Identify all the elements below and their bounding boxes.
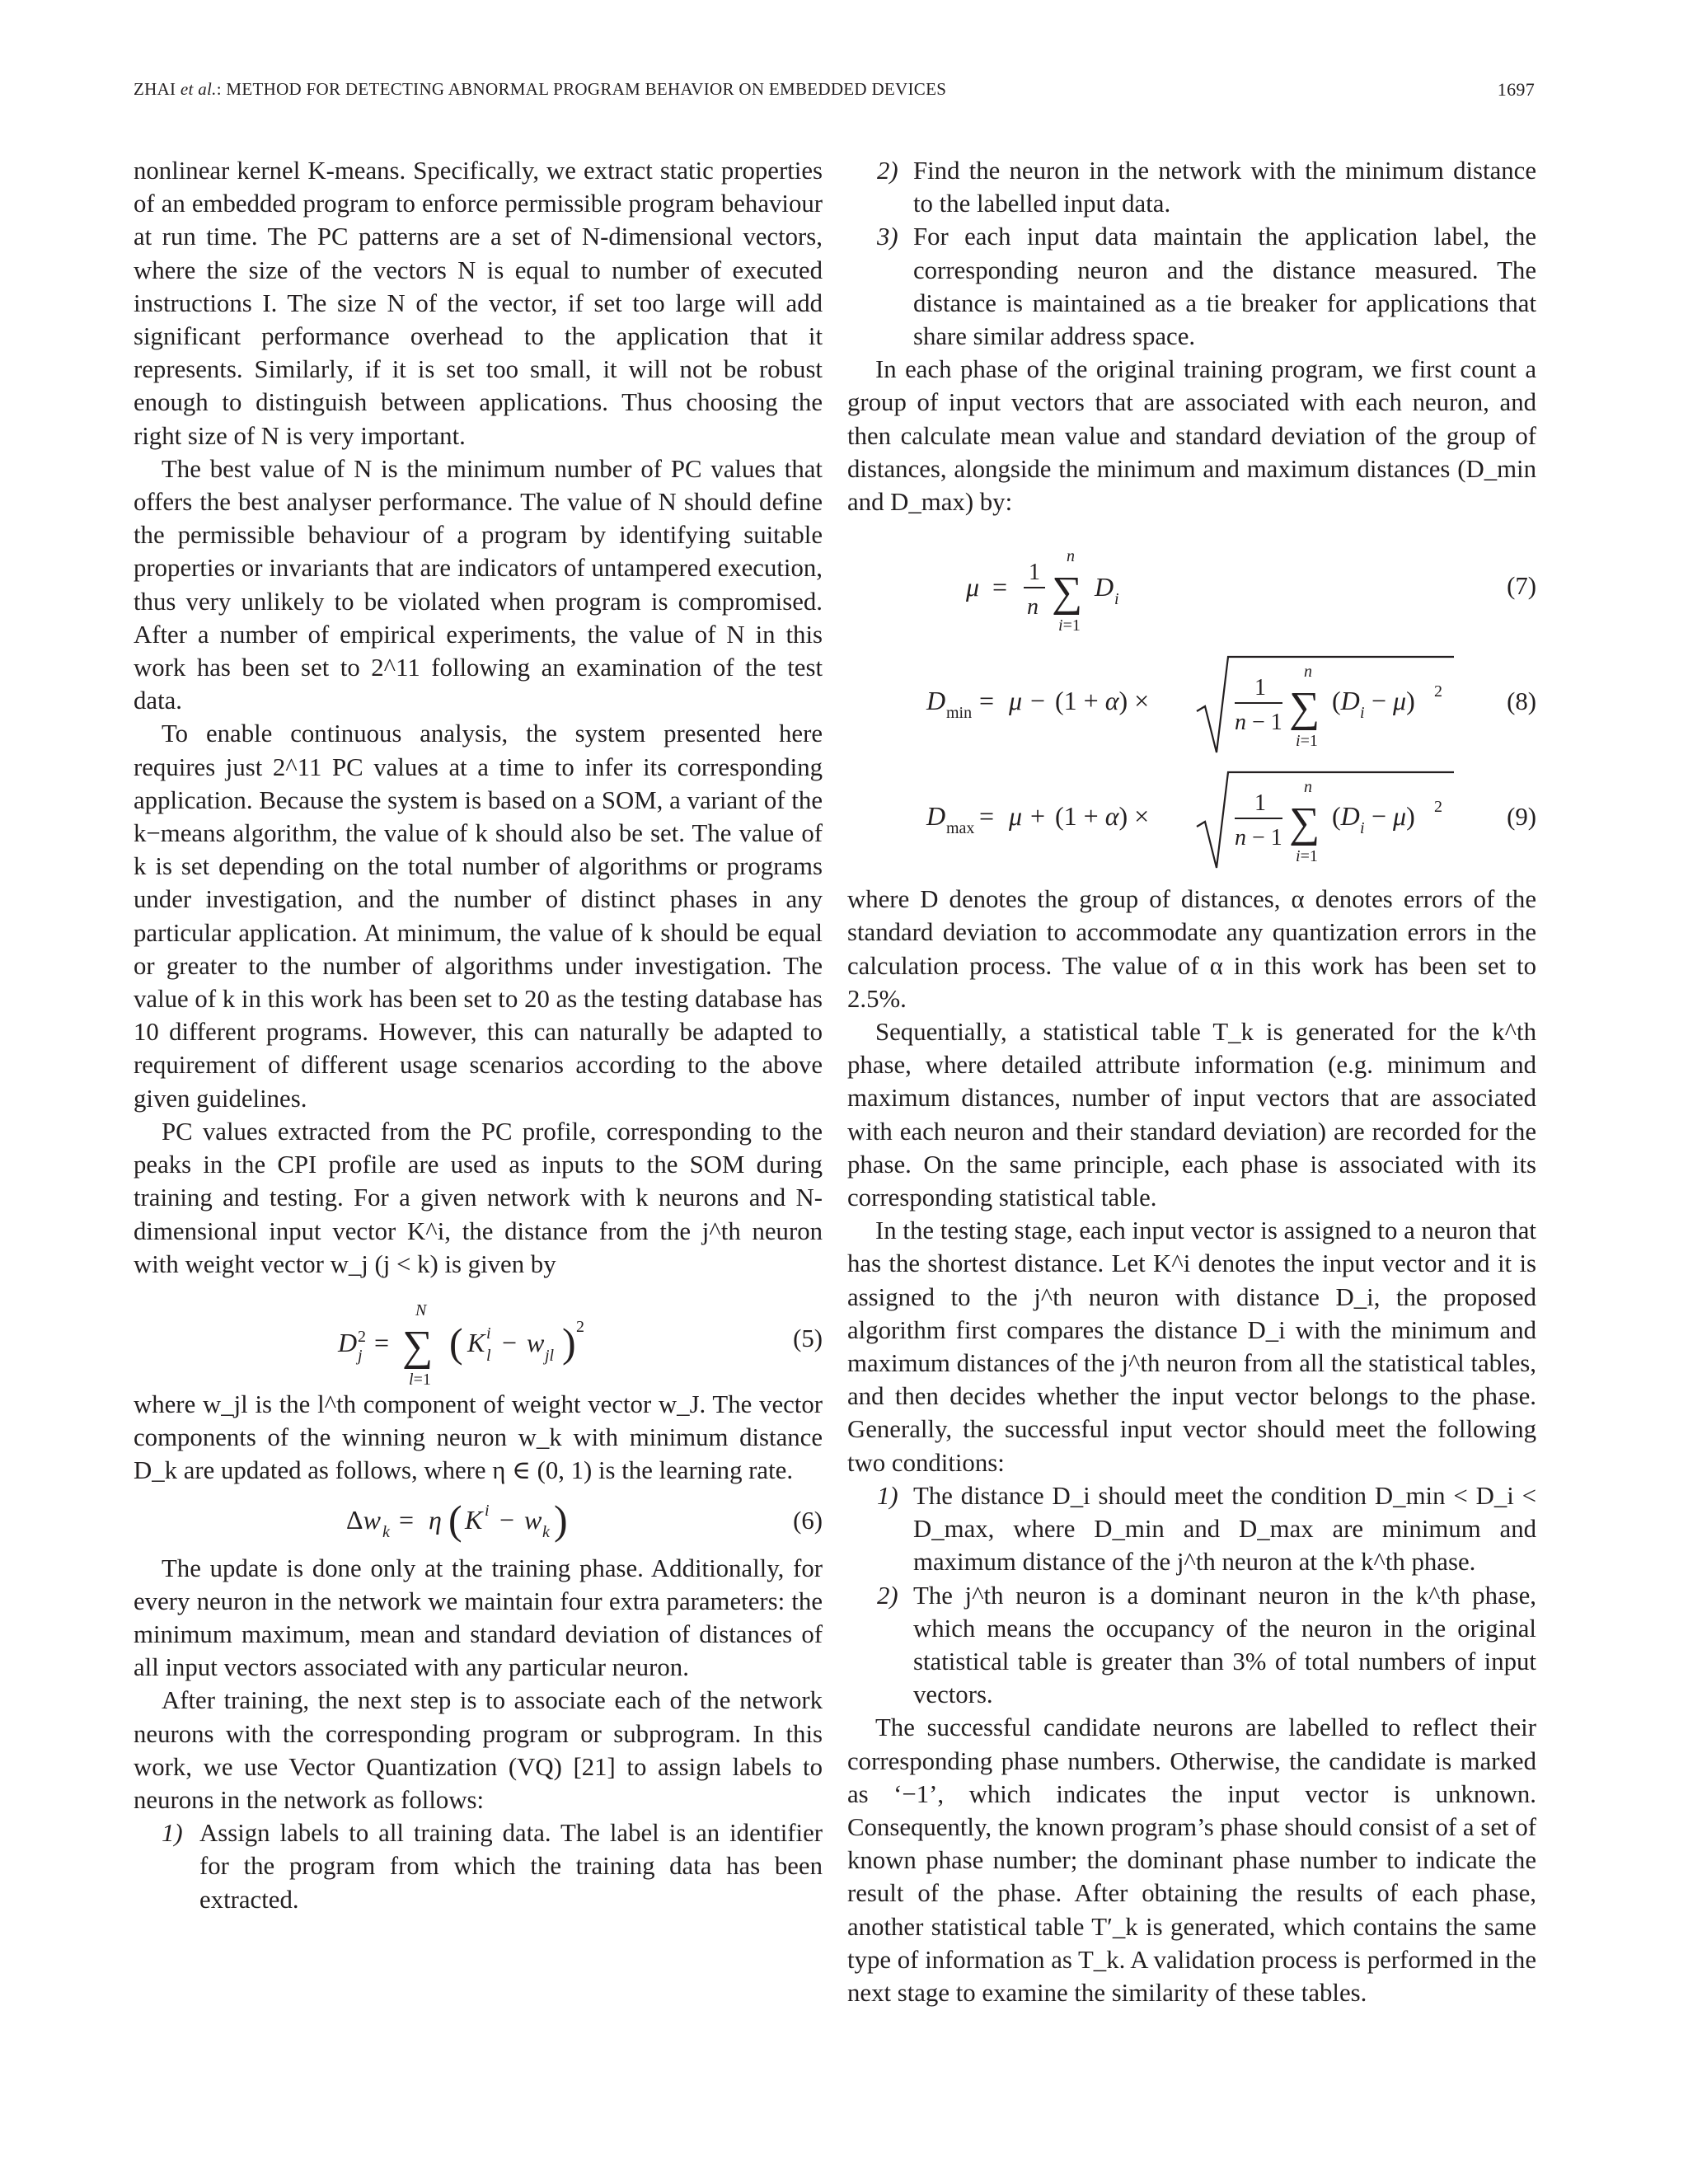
svg-text:w: w xyxy=(524,1504,542,1535)
svg-text:K: K xyxy=(467,1327,485,1357)
svg-text:μ: μ xyxy=(1009,801,1023,832)
svg-text:D: D xyxy=(338,1327,358,1357)
list-item: 3) For each input data maintain the application label, the corresponding neuron and the distance measured. The distance is maintained as a tie breaker for applications that share similar address space. xyxy=(877,223,1536,351)
equation-9-graphic xyxy=(847,764,1536,873)
equation-6-graphic xyxy=(134,1488,710,1552)
svg-text:∑: ∑ xyxy=(402,1322,434,1370)
page-number: 1697 xyxy=(1497,79,1535,100)
svg-text:(D: (D xyxy=(1332,801,1360,832)
svg-text:2: 2 xyxy=(1434,682,1442,701)
svg-text:n: n xyxy=(1027,594,1039,621)
equation-5-number: (5) xyxy=(793,1324,823,1352)
svg-text:(D: (D xyxy=(1332,686,1360,716)
svg-text:max: max xyxy=(946,819,975,838)
equation-6-number: (6) xyxy=(793,1506,823,1535)
svg-text:1: 1 xyxy=(1254,675,1266,701)
paragraph: After training, the next step is to associate each of the network neurons with the corresponding program or subprogram. In this work, we use Vector Quantization (VQ) [21] to assign labels to neurons in the network as follows: xyxy=(134,1686,823,1814)
label-steps-list xyxy=(134,1816,823,1916)
paragraph: where w_jl is the l^th component of weight vector w_J. The vector components of the winning neuron w_k with minimum distance D_k are updated as follows, where η ∈ (0, 1) is the learning rate. xyxy=(134,1390,823,1485)
svg-text:i=1: i=1 xyxy=(1296,732,1318,751)
svg-text:(1 + α) ×: (1 + α) × xyxy=(1055,801,1150,832)
equation-7-graphic xyxy=(847,533,1536,640)
svg-text:l: l xyxy=(486,1346,491,1365)
equation-5-graphic xyxy=(134,1281,710,1388)
svg-text:n − 1: n − 1 xyxy=(1235,710,1282,736)
equation-8-number: (8) xyxy=(1507,687,1536,716)
svg-text:D: D xyxy=(1095,572,1114,602)
svg-text:jl: jl xyxy=(545,1346,555,1365)
svg-text:=: = xyxy=(979,801,995,832)
svg-text:+: + xyxy=(1030,801,1046,832)
svg-text:(: ( xyxy=(449,1319,463,1366)
svg-text:(: ( xyxy=(448,1496,462,1543)
equation-8-graphic xyxy=(847,649,1536,757)
paragraph: The best value of N is the minimum number of PC values that offers the best analyser performance. The value of N should define the permissible behaviour of a program by identifying suitable properties or invariants that are indicators of untampered execution, thus very unlikely to be violated when program is compromised. After a number of empirical experiments, the value of N in this work has been set to 2^11 following an examination of the test data. xyxy=(134,454,823,715)
svg-text:n: n xyxy=(1304,663,1312,682)
svg-text:i: i xyxy=(486,1324,491,1343)
conditions-list xyxy=(847,1479,1536,1711)
list-item: 1) Assign labels to all training data. The label is an identifier for the program from which the training data has been extracted. xyxy=(162,1819,823,1914)
svg-text:η: η xyxy=(429,1504,442,1535)
svg-text:i: i xyxy=(1360,704,1365,723)
left-column xyxy=(134,154,823,1916)
equation-9 xyxy=(847,764,1536,873)
equation-7 xyxy=(847,533,1536,640)
equation-7-number: (7) xyxy=(1507,572,1536,601)
svg-text:μ: μ xyxy=(1009,686,1023,716)
svg-text:D: D xyxy=(926,801,946,832)
svg-text:Δw: Δw xyxy=(346,1504,381,1535)
svg-text:1: 1 xyxy=(1254,790,1266,817)
svg-text:k: k xyxy=(382,1522,390,1541)
svg-text:w: w xyxy=(527,1327,545,1357)
paragraph: The successful candidate neurons are labelled to reflect their corresponding phase numbers. Otherwise, the candidate is marked as ‘−1’, which indicates the input vector is unknown. Consequently, the known program’s phase should consist of a set of known phase number; the dominant phase number to indicate the result of the phase. After obtaining the results of each phase, another statistical table T′_k is generated, which contains the same type of information as T_k. A validation process is performed in the next stage to examine the similarity of these tables. xyxy=(847,1713,1536,2007)
svg-text:∑: ∑ xyxy=(1289,684,1320,732)
svg-text:=: = xyxy=(979,686,995,716)
equation-6 xyxy=(134,1488,823,1552)
svg-text:2: 2 xyxy=(576,1317,584,1336)
svg-text:μ: μ xyxy=(966,572,980,602)
running-header xyxy=(134,79,1535,112)
svg-text:i: i xyxy=(485,1501,490,1520)
svg-text:i: i xyxy=(1114,590,1119,609)
svg-text:=: = xyxy=(399,1504,415,1535)
svg-text:−: − xyxy=(1030,686,1046,716)
equation-5 xyxy=(134,1281,823,1388)
paragraph: In the testing stage, each input vector is assigned to a neuron that has the shortest distance. Let K^i denotes the input vector and it is assigned to the j^th neuron with distance D_i, the proposed algorithm first compares the distance D_i with the minimum and maximum distances of the j^th neuron from all the statistical tables, and then decides whether the input vector belongs to the phase. Generally, the successful input vector should meet the following two conditions: xyxy=(847,1216,1536,1477)
list-item: 2) The j^th neuron is a dominant neuron in the k^th phase, which means the occupancy of the neuron in the original statistical table is greater than 3% of total numbers of input vectors. xyxy=(877,1581,1536,1709)
svg-text:− μ): − μ) xyxy=(1372,686,1415,716)
svg-text:2: 2 xyxy=(358,1327,366,1346)
svg-text:(1 + α) ×: (1 + α) × xyxy=(1055,686,1150,716)
svg-text:k: k xyxy=(542,1522,550,1541)
svg-text:N: N xyxy=(415,1301,427,1319)
svg-text:l=1: l=1 xyxy=(409,1370,431,1389)
svg-text:i=1: i=1 xyxy=(1058,616,1081,635)
svg-text:): ) xyxy=(554,1496,568,1543)
svg-text:K: K xyxy=(465,1504,483,1535)
label-steps-list-continued xyxy=(847,154,1536,353)
equation-9-number: (9) xyxy=(1507,803,1536,832)
svg-text:2: 2 xyxy=(1434,798,1442,817)
svg-text:i=1: i=1 xyxy=(1296,847,1318,866)
svg-text:i: i xyxy=(1360,819,1365,838)
svg-text:− μ): − μ) xyxy=(1372,801,1415,832)
svg-text:−: − xyxy=(499,1504,515,1535)
paragraph: Sequentially, a statistical table T_k is generated for the k^th phase, where detailed attribute information (e.g. minimum and maximum distances, number of input vectors that are associated with each neuron and their standard deviation) are recorded for the phase. On the same principle, each phase is associated with its corresponding statistical table. xyxy=(847,1018,1536,1212)
equation-8 xyxy=(847,649,1536,757)
svg-text:∑: ∑ xyxy=(1289,799,1320,847)
list-item: 1) The distance D_i should meet the condition D_min < D_i < D_max, where D_min and D_max are minimum and maximum distance of the j^th neuron at the k^th phase. xyxy=(877,1481,1536,1577)
svg-text:1: 1 xyxy=(1029,560,1040,586)
svg-text:n: n xyxy=(1067,547,1075,566)
running-head: ZHAI et al.: METHOD FOR DETECTING ABNORMAL PROGRAM BEHAVIOR ON EMBEDDED DEVICES xyxy=(134,79,947,99)
svg-text:j: j xyxy=(358,1346,363,1365)
paragraph: nonlinear kernel K-means. Specifically, we extract static properties of an embedded program to enforce permissible program behaviour at run time. The PC patterns are a set of N-dimensional vectors, where the size of the vectors N is equal to number of executed instructions I. The size N of the vector, if set too large will add significant performance overhead to the application that it represents. Similarly, if it is set too small, it will not be robust enough to distinguish between applications. Thus choosing the right size of N is very important. xyxy=(134,157,823,450)
svg-text:): ) xyxy=(562,1319,576,1366)
svg-text:n: n xyxy=(1304,778,1312,797)
svg-text:D: D xyxy=(926,686,946,716)
svg-text:=: = xyxy=(992,572,1008,602)
svg-text:−: − xyxy=(502,1327,518,1357)
paragraph: To enable continuous analysis, the system presented here requires just 2^11 PC values at a time to infer its corresponding application. Because the system is based on a SOM, a variant of the k−means algorithm, the value of k should also be set. The value of k is set depending on the total number of algorithms or programs under investigation, and the number of distinct phases in any particular application. At minimum, the value of k should be equal or greater to the number of algorithms under investigation. The value of k in this work has been set to 20 as the testing database has 10 different programs. However, this can naturally be adapted to requirement of different usage scenarios according to the above given guidelines. xyxy=(134,719,823,1113)
svg-text:∑: ∑ xyxy=(1052,569,1083,616)
list-item: 2) Find the neuron in the network with the minimum distance to the labelled input data. xyxy=(877,157,1536,218)
svg-text:min: min xyxy=(946,704,973,723)
paragraph: The update is done only at the training phase. Additionally, for every neuron in the network we maintain four extra parameters: the minimum maximum, mean and standard deviation of distances of all input vectors associated with any particular neuron. xyxy=(134,1554,823,1682)
paragraph: In each phase of the original training program, we first count a group of input vectors that are associated with each neuron, and then calculate mean value and standard deviation of the group of distances, alongside the minimum and maximum distances (D_min and D_max) by: xyxy=(847,355,1536,517)
paragraph: where D denotes the group of distances, α denotes errors of the standard deviation to accommodate any quantization errors in the calculation process. The value of α in this work has been set to 2.5%. xyxy=(847,885,1536,1013)
svg-text:n − 1: n − 1 xyxy=(1235,825,1282,851)
svg-text:=: = xyxy=(374,1327,390,1357)
paragraph: PC values extracted from the PC profile, corresponding to the peaks in the CPI profile are used as inputs to the SOM during training and testing. For a given network with k neurons and N-dimensional input vector K^i, the distance from the j^th neuron with weight vector w_j (j < k) is given by xyxy=(134,1117,823,1278)
right-column xyxy=(847,154,1536,2009)
